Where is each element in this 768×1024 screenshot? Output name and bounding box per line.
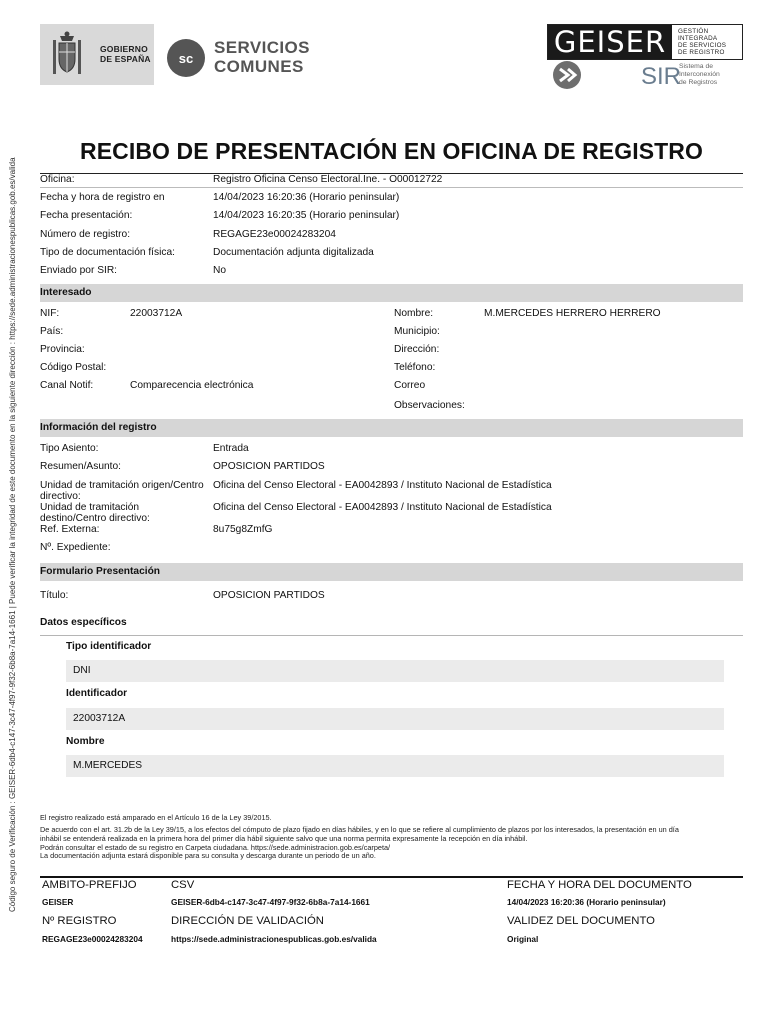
nif-value: 22003712A [130, 308, 183, 319]
provincia-label: Provincia: [40, 344, 85, 355]
unidad-destino-label-2: destino/Centro directivo: [40, 513, 150, 524]
codigo-postal-label: Código Postal: [40, 362, 107, 373]
fecha-registro-label: Fecha y hora de registro en [40, 192, 165, 203]
informacion-section-header [40, 419, 743, 437]
direccion-label: Dirección: [394, 344, 440, 355]
nombre-field-label: Nombre [66, 736, 105, 747]
enviado-sir-label: Enviado por SIR: [40, 265, 118, 276]
nombre-field-value: M.MERCEDES [73, 760, 143, 771]
legal-line-4: Podrán consultar el estado de su registro en Carpeta ciudadana. https://sede.administracion.gob.es/carpeta/ [40, 843, 391, 852]
numero-registro-label: Número de registro: [40, 229, 131, 240]
sir-subtitle: Sistema de Interconexión de Registros [679, 63, 720, 86]
unidad-destino-label-1: Unidad de tramitación [40, 502, 140, 513]
tipo-documentacion-value: Documentación adjunta digitalizada [213, 247, 374, 258]
titulo-label: Título: [40, 590, 69, 601]
servicios-comunes-logo-icon [166, 38, 206, 78]
expediente-label: Nº. Expediente: [40, 542, 111, 553]
tipo-identificador-label: Tipo identificador [66, 641, 152, 652]
validez-label: VALIDEZ DEL DOCUMENTO [507, 915, 655, 927]
identificador-label: Identificador [66, 688, 128, 699]
fecha-documento-label: FECHA Y HORA DEL DOCUMENTO [507, 879, 692, 891]
registro-emblem-icon [551, 60, 583, 90]
tipo-documentacion-label: Tipo de documentación física: [40, 247, 175, 258]
geiser-subtitle: GESTIÓN INTEGRADA DE SERVICIOS DE REGISTRO [678, 28, 727, 56]
ref-externa-label: Ref. Externa: [40, 524, 100, 535]
legal-line-5: La documentación adjunta estará disponible para su consulta y descarga durante un periodo de un año. [40, 851, 376, 860]
gobierno-line-2: DE ESPAÑA [100, 54, 151, 64]
fecha-registro-value: 14/04/2023 16:20:36 (Horario peninsular) [213, 192, 400, 203]
correo-label: Correo [394, 380, 426, 391]
formulario-section-header [40, 563, 743, 581]
tipo-identificador-value: DNI [73, 665, 91, 676]
resumen-value: OPOSICION PARTIDOS [213, 461, 325, 472]
interesado-heading: Interesado [40, 287, 92, 298]
ambito-value: GEISER [42, 897, 74, 907]
tipo-asiento-value: Entrada [213, 443, 249, 454]
direccion-validacion-value: https://sede.administracionespublicas.gob.es/valida [171, 934, 377, 944]
telefono-label: Teléfono: [394, 362, 436, 373]
enviado-sir-value: No [213, 265, 227, 276]
validez-value: Original [507, 934, 539, 944]
formulario-heading: Formulario Presentación [40, 566, 161, 577]
legal-line-2: De acuerdo con el art. 31.2b de la Ley 39/15, a los efectos del cómputo de plazo fijado en días hábiles, y en lo que se refiere al cumplimiento de plazos por los interesados, la presentación en un día [40, 825, 679, 834]
csv-value: GEISER-6db4-c147-3c47-4f97-9f32-6b8a-7a14-1661 [171, 897, 370, 907]
sir-wordmark: SIR [641, 63, 682, 90]
servicios-comunes-text [214, 38, 310, 76]
coat-of-arms-icon [50, 30, 84, 80]
resumen-label: Resumen/Asunto: [40, 461, 121, 472]
nif-label: NIF: [40, 308, 60, 319]
ref-externa-value: 8u75g8ZmfG [213, 524, 273, 535]
canal-notif-value: Comparecencia electrónica [130, 380, 254, 391]
gobierno-de-espana-logo [40, 24, 154, 85]
fecha-presentacion-label: Fecha presentación: [40, 210, 133, 221]
document-title: RECIBO DE PRESENTACIÓN EN OFICINA DE REGISTRO [80, 138, 703, 164]
direccion-validacion-label: DIRECCIÓN DE VALIDACIÓN [171, 915, 324, 927]
csv-label: CSV [171, 879, 195, 891]
oficina-label: Oficina: [40, 174, 75, 185]
identificador-value-box [66, 708, 724, 730]
municipio-label: Municipio: [394, 326, 440, 337]
numero-registro-value: REGAGE23e00024283204 [213, 229, 336, 240]
numero-registro-footer-value: REGAGE23e00024283204 [42, 934, 143, 944]
pais-label: País: [40, 326, 64, 337]
tipo-identificador-value-box [66, 660, 724, 682]
identificador-value: 22003712A [73, 713, 126, 724]
oficina-value: Registro Oficina Censo Electoral.Ine. - O00012722 [213, 174, 443, 185]
fecha-presentacion-value: 14/04/2023 16:20:35 (Horario peninsular) [213, 210, 400, 221]
servicios-line: SERVICIOS [214, 38, 310, 57]
nombre-label: Nombre: [394, 308, 434, 319]
informacion-heading: Información del registro [40, 422, 157, 433]
verification-side-text: Código seguro de Verificación : GEISER-6db4-c147-3c47-4f97-9f32-6b8a-7a14-1661 | Puede verificar la integridad de este documento en la siguiente dirección : https://sede.administracionespublicas.gob.es/valida [8, 157, 17, 912]
nombre-value: M.MERCEDES HERRERO HERRERO [484, 308, 661, 319]
geiser-wordmark: GEISER [548, 25, 672, 59]
unidad-origen-value: Oficina del Censo Electoral - EA0042893 / Instituto Nacional de Estadística [213, 480, 552, 491]
interesado-section-header [40, 284, 743, 302]
legal-line-1: El registro realizado está amparado en el Artículo 16 de la Ley 39/2015. [40, 813, 272, 822]
gobierno-line-1: GOBIERNO [100, 44, 148, 54]
sir-logo-icon [640, 60, 682, 90]
canal-notif-label: Canal Notif: [40, 380, 94, 391]
titulo-value: OPOSICION PARTIDOS [213, 590, 325, 601]
row-divider [40, 187, 743, 188]
datos-especificos-heading: Datos específicos [40, 617, 127, 628]
ambito-label: AMBITO-PREFIJO [42, 879, 137, 891]
geiser-logo [547, 24, 743, 60]
unidad-origen-label-2: directivo: [40, 491, 81, 502]
tipo-asiento-label: Tipo Asiento: [40, 443, 99, 454]
legal-line-3: inhábil se entenderá realizada en la primera hora del primer día hábil siguiente salvo que una norma permita expresamente la recepción en día inhábil. [40, 834, 528, 843]
fecha-documento-value: 14/04/2023 16:20:36 (Horario peninsular) [507, 897, 666, 907]
footer-top-rule [40, 876, 743, 878]
numero-registro-footer-label: Nº REGISTRO [42, 915, 117, 927]
nombre-field-value-box [66, 755, 724, 777]
comunes-line: COMUNES [214, 57, 304, 76]
unidad-destino-value: Oficina del Censo Electoral - EA0042893 / Instituto Nacional de Estadística [213, 502, 552, 513]
datos-divider [40, 635, 743, 636]
observaciones-label: Observaciones: [394, 400, 465, 411]
unidad-origen-label-1: Unidad de tramitación origen/Centro [40, 480, 204, 491]
svg-text:sc: sc [178, 51, 194, 66]
